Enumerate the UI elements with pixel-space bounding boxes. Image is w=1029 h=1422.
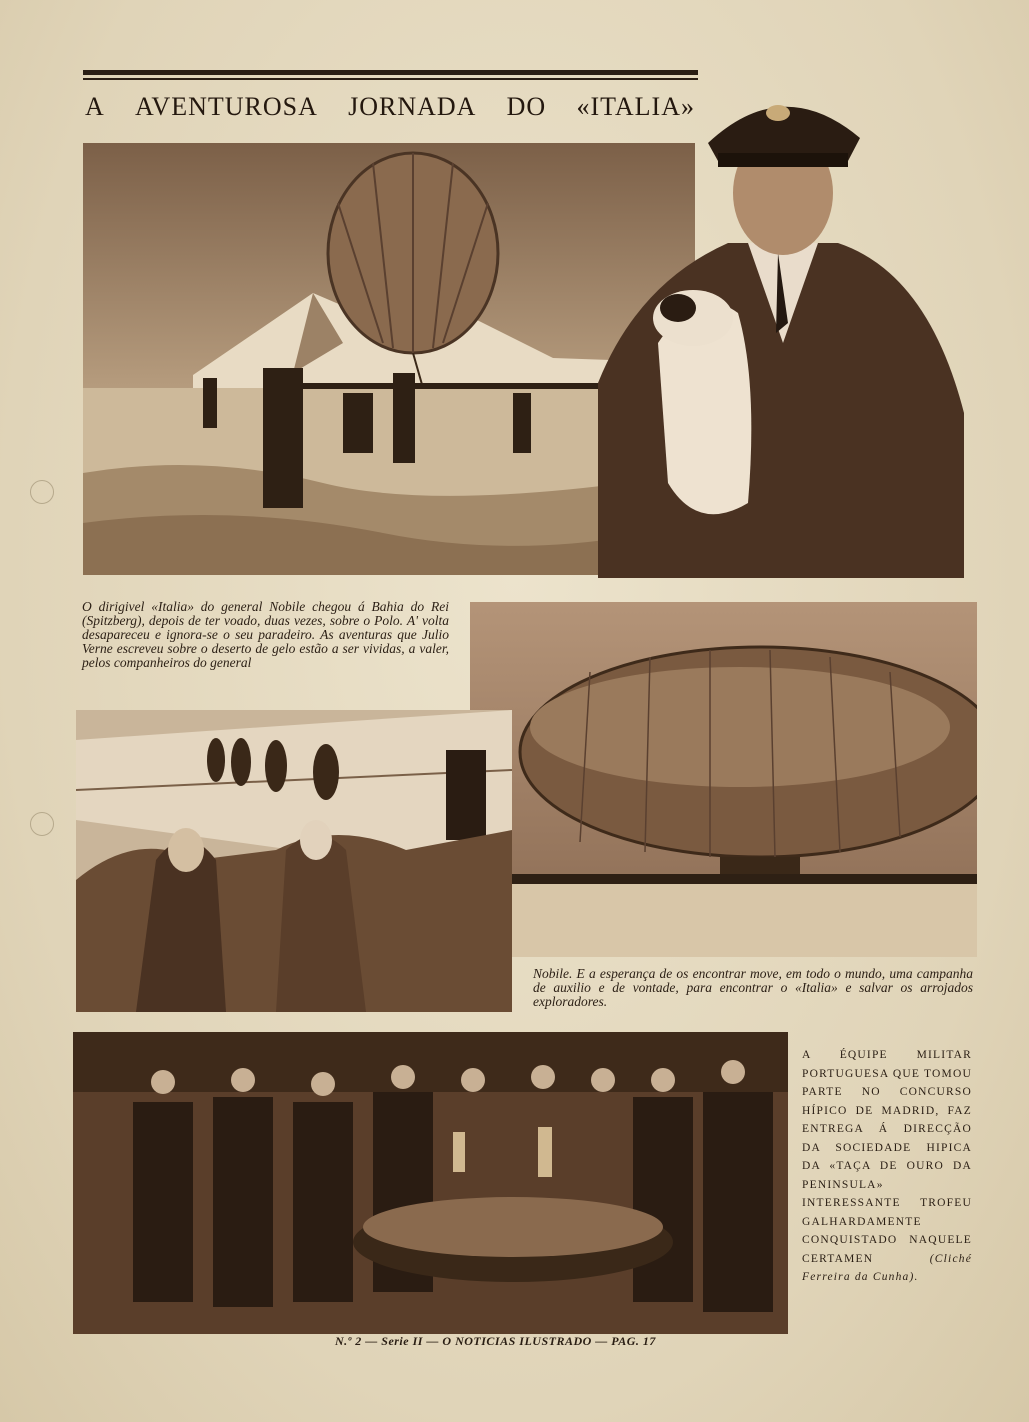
caption-top: O dirigivel «Italia» do general Nobile chegou á Bahia do Rei (Spitzberg), depois de ter voado, duas vezes, sobre o Polo. A' volta desapareceu e ignora-se o seu paradeiro. As aventuras que Julio Verne escreveu sobre o deserto de gelo estão a ser vividas, a valer, pelos companheiros do general [82,599,449,670]
headline-word: A [85,92,105,121]
photo-seaplane-crowd [76,710,512,1012]
headline-word: DO [506,92,547,121]
side-caption-credit: (Cliché Ferreira da Cunha). [802,1252,972,1283]
page-footer: N.º 2 — Serie II — O NOTICIAS ILUSTRADO — PAG. 17 [335,1334,656,1348]
photo-military-team [73,1032,788,1334]
side-caption [802,1046,972,1287]
headline-word: AVENTUROSA [135,92,318,121]
caption-middle: Nobile. E a esperança de os encontrar move, em todo o mundo, uma campanha de auxilio e de vontade, para encontrar o «Italia» e salvar os arrojados exploradores. [533,966,973,1009]
header-rule [83,70,698,75]
headline-word: JORNADA [348,92,477,121]
binding-hole [30,812,54,836]
header-rule-thin [83,78,698,80]
headline-word: «ITALIA» [576,92,695,121]
photo-airship [470,602,977,957]
binding-hole [30,480,54,504]
side-caption-main: A ÉQUIPE MILITAR PORTUGUESA QUE TOMOU PARTE NO CONCURSO HÍPICO DE MADRID, FAZ ENTREGA Á DIRECÇÃO DA SOCIEDADE HIPICA DA «TAÇA DE OURO DA PENINSULA» INTERESSANTE TROFEU GALHARDAMENTE CONQUISTADO NAQUELE CERTAMEN [802,1049,972,1265]
photo-nobile-portrait [598,83,964,578]
